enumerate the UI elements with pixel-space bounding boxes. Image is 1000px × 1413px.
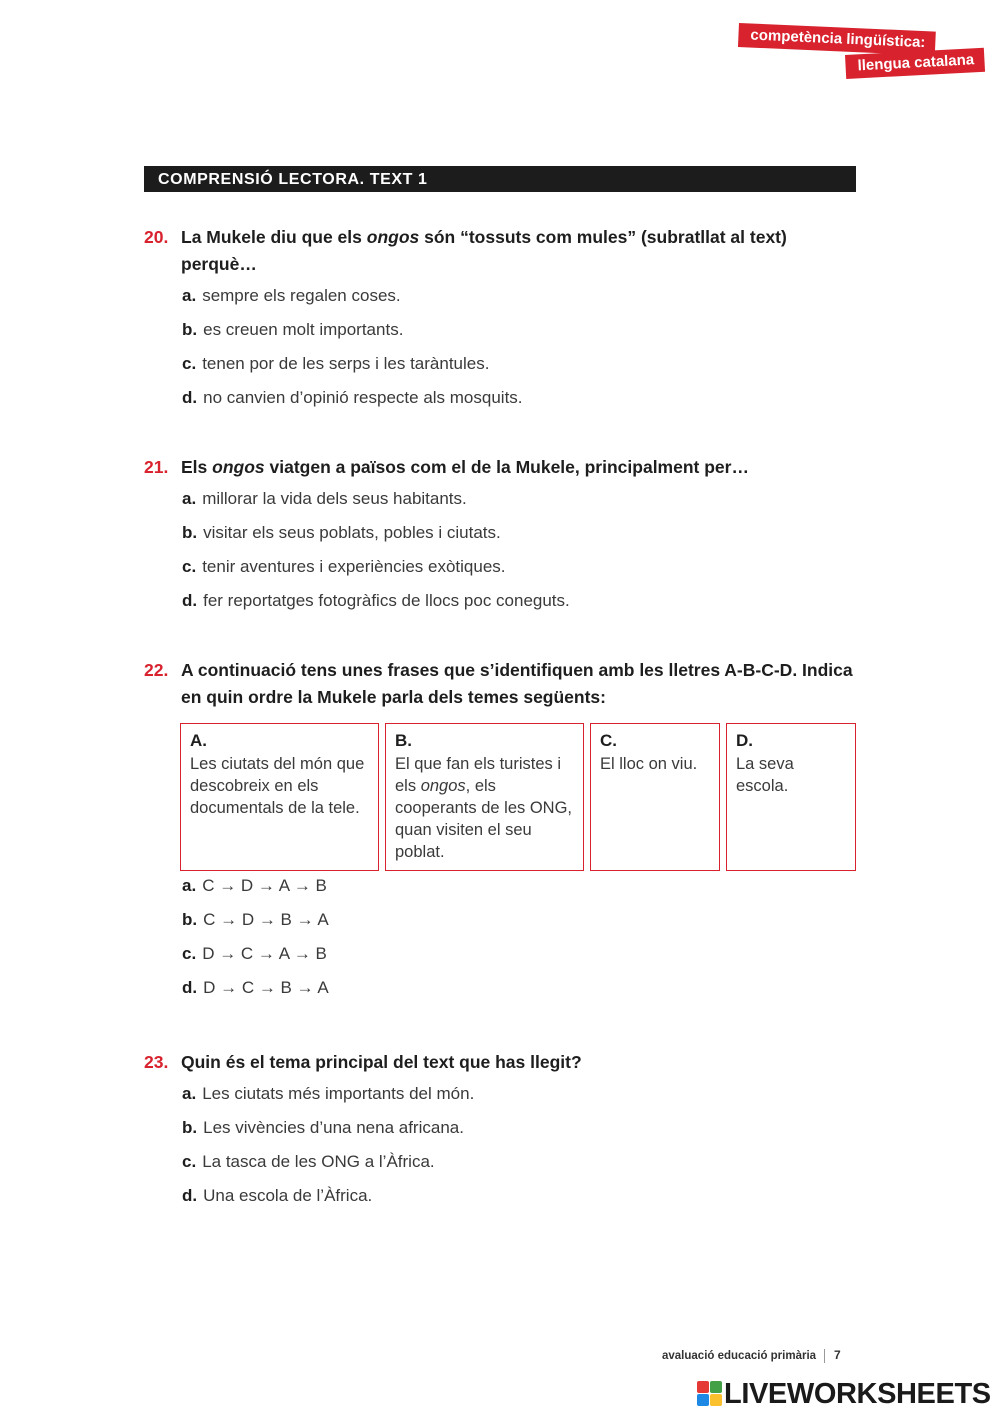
statement-text: Les ciutats del món que descobreix en els documentals de la tele.: [190, 755, 365, 817]
statement-text: El lloc on viu.: [600, 755, 698, 773]
option-c[interactable]: c. tenir aventures i experiències exòtiques.: [182, 557, 506, 576]
question-number: 22.: [144, 660, 169, 680]
option-b[interactable]: b. Les vivències d’una nena africana.: [182, 1118, 464, 1137]
statement-letter: B.: [395, 731, 412, 750]
option-list: [144, 876, 860, 998]
statement-text: El que fan els turistes i els ongos, els cooperants de les ONG, quan visiten el seu poblat.: [395, 755, 573, 861]
question-22: [144, 657, 860, 711]
option-b[interactable]: b. es creuen molt importants.: [182, 320, 404, 339]
question-20: [144, 224, 860, 422]
statement-box-a: [180, 723, 379, 871]
footer-divider: [824, 1349, 825, 1363]
question-number: 20.: [144, 227, 169, 247]
statement-box-c: [590, 723, 720, 871]
option-d[interactable]: d. fer reportatges fotogràfics de llocs poc coneguts.: [182, 591, 570, 610]
question-22-options: [144, 876, 860, 1012]
question-prompt: 23. Quin és el tema principal del text que has llegit?: [144, 1049, 860, 1076]
option-c[interactable]: c. tenen por de les serps i les taràntules.: [182, 354, 490, 373]
question-number: 21.: [144, 457, 169, 477]
footer-label: avaluació educació primària: [662, 1350, 817, 1362]
liveworksheets-logo-icon: [697, 1381, 723, 1407]
statement-letter: D.: [736, 731, 753, 750]
option-list: [144, 1084, 860, 1206]
option-list: [144, 286, 860, 408]
option-c[interactable]: c. D → C → A → B: [182, 944, 327, 963]
question-prompt: 21. Els ongos viatgen a països com el de la Mukele, principalment per…: [144, 454, 860, 481]
statement-letter: C.: [600, 731, 617, 750]
question-number: 23.: [144, 1052, 169, 1072]
option-a[interactable]: a. C → D → A → B: [182, 876, 327, 895]
option-d[interactable]: d. D → C → B → A: [182, 978, 329, 997]
option-list: [144, 489, 860, 611]
subject-tag-line1: competència lingüística:: [738, 23, 936, 56]
section-title: COMPRENSIÓ LECTORA. TEXT 1: [144, 166, 856, 192]
option-d[interactable]: d. no canvien d’opinió respecte als mosquits.: [182, 388, 523, 407]
page-footer: [662, 1348, 841, 1363]
option-c[interactable]: c. La tasca de les ONG a l’Àfrica.: [182, 1152, 435, 1171]
option-b[interactable]: b. C → D → B → A: [182, 910, 329, 929]
option-d[interactable]: d. Una escola de l’Àfrica.: [182, 1186, 373, 1205]
statement-box-d: [726, 723, 856, 871]
question-23: [144, 1049, 860, 1220]
brand-name: LIVEWORKSHEETS: [724, 1378, 991, 1410]
option-a[interactable]: a. Les ciutats més importants del món.: [182, 1084, 475, 1103]
subject-tag-line2: llengua catalana: [845, 48, 985, 79]
question-prompt: 22. A continuació tens unes frases que s’identifiquen amb les lletres A-B-C-D. Indica en quin ordre la Mukele parla dels temes següents:: [144, 657, 860, 711]
statement-box-b: [385, 723, 584, 871]
statement-text: La seva escola.: [736, 755, 794, 795]
option-a[interactable]: a. sempre els regalen coses.: [182, 286, 401, 305]
question-21: [144, 454, 860, 625]
statement-letter: A.: [190, 731, 207, 750]
page-number: 7: [834, 1348, 841, 1362]
question-prompt: 20. La Mukele diu que els ongos són “tossuts com mules” (subratllat al text) perquè…: [144, 224, 860, 278]
option-a[interactable]: a. millorar la vida dels seus habitants.: [182, 489, 467, 508]
option-b[interactable]: b. visitar els seus poblats, pobles i ciutats.: [182, 523, 501, 542]
